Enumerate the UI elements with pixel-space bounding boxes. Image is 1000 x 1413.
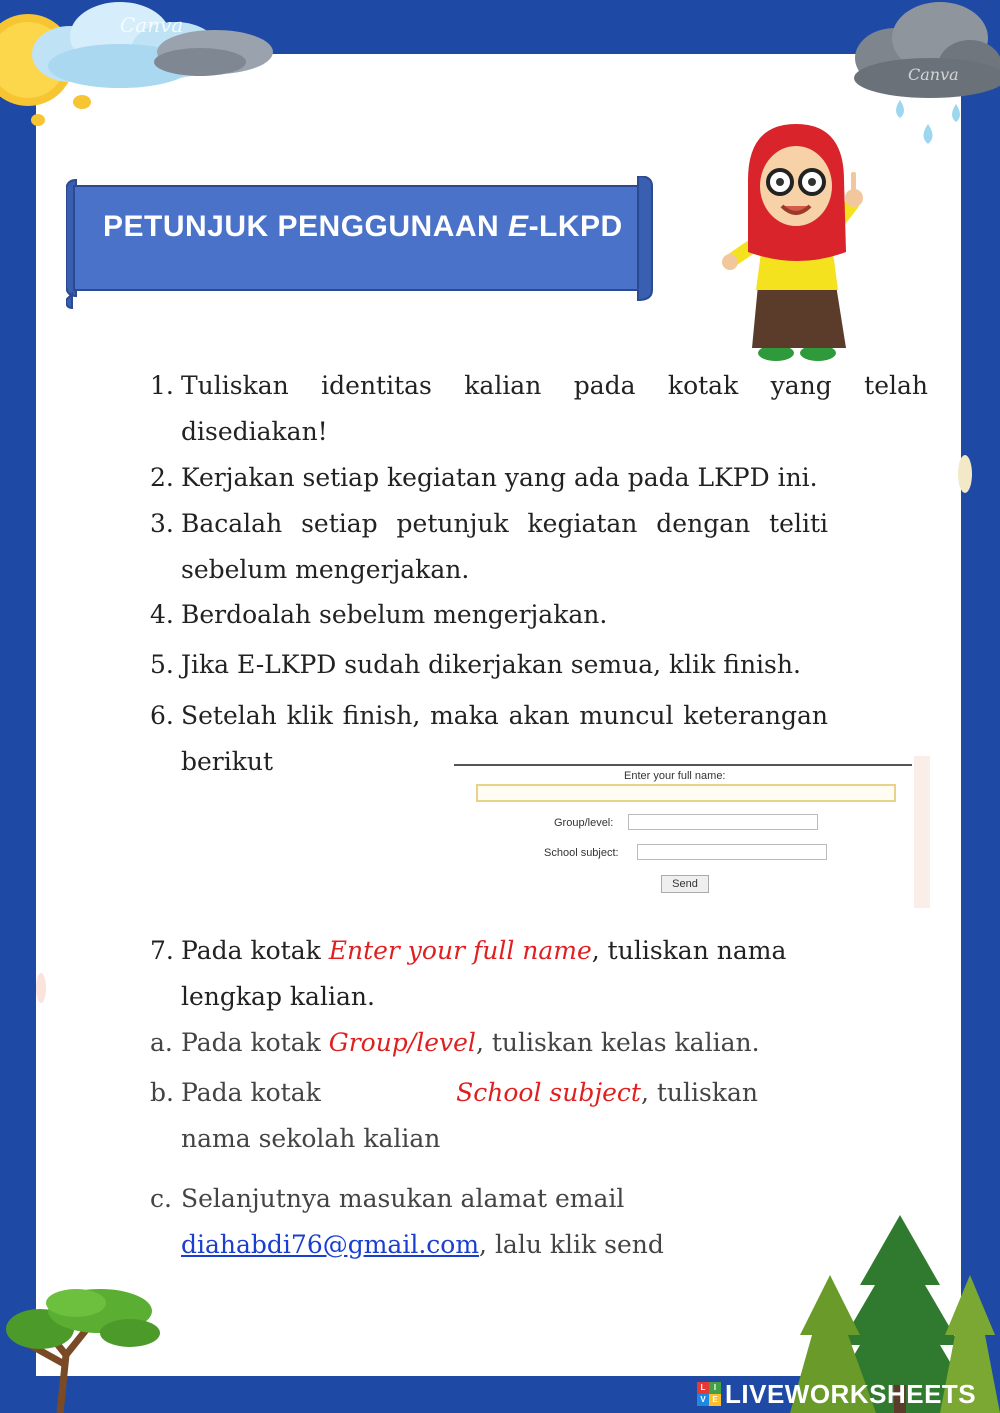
instruction-number: a. (150, 1028, 173, 1057)
title-part2: -LKPD (528, 210, 623, 243)
instruction-text: Tuliskan identitas kalian pada kotak yang telah (181, 371, 928, 400)
instruction-text: sebelum mengerjakan. (181, 555, 470, 584)
brand-name: LIVEWORKSHEETS (725, 1378, 977, 1409)
edge-decoration (34, 970, 48, 1006)
instruction-text: Pada kotak (181, 936, 329, 965)
title-italic: E (508, 210, 529, 243)
logo-letter: I (709, 1382, 721, 1394)
instruction-text: Pada kotak (181, 1028, 329, 1057)
instruction-text: Bacalah setiap petunjuk kegiatan dengan teliti (181, 509, 828, 538)
name-field-preview (476, 784, 896, 802)
highlight-text: Enter your full name (328, 936, 592, 965)
instruction-number: 4. (150, 600, 174, 629)
logo-letter: V (697, 1394, 709, 1406)
instruction-number: c. (150, 1184, 172, 1213)
edge-decoration (955, 452, 975, 496)
instruction-number: 5. (150, 650, 174, 679)
instruction-item (150, 1176, 828, 1268)
instruction-text: berikut (181, 747, 274, 776)
instruction-number: 2. (150, 463, 174, 492)
instruction-number: 1. (150, 371, 174, 400)
instruction-text: , tuliskan (640, 1078, 758, 1107)
form-preview-screenshot (452, 756, 930, 908)
raindrop-icon (952, 104, 960, 122)
instruction-text: disediakan! (181, 417, 328, 446)
instruction-text: lengkap kalian. (181, 982, 375, 1011)
instruction-item (150, 642, 828, 688)
instruction-text: Selanjutnya masukan alamat email (181, 1184, 625, 1213)
instruction-item (150, 592, 828, 638)
instruction-item (150, 1020, 828, 1066)
highlight-text: School subject (456, 1078, 641, 1107)
instruction-text: , lalu klik send (479, 1230, 664, 1259)
raindrop-icon (924, 124, 933, 144)
instruction-item (150, 455, 928, 501)
instruction-number: b. (150, 1078, 174, 1107)
page-title (103, 210, 643, 244)
email-link[interactable]: diahabdi76@gmail.com (181, 1230, 480, 1259)
instruction-text: nama sekolah kalian (181, 1124, 441, 1153)
subject-field-label: School subject: (544, 847, 619, 859)
canva-watermark-right: Canva (908, 65, 959, 84)
sun-cloud-decoration (0, 0, 280, 135)
send-button-preview: Send (661, 875, 709, 893)
logo-icon (697, 1382, 721, 1406)
instruction-text: , tuliskan nama (591, 936, 787, 965)
highlight-text: Group/level (328, 1028, 476, 1057)
title-part1: PETUNJUK PENGGUNAAN (103, 210, 509, 243)
instruction-item (150, 928, 828, 1020)
liveworksheets-logo (697, 1378, 976, 1410)
raindrop-icon (896, 100, 904, 118)
logo-letter: E (709, 1394, 721, 1406)
instruction-number: 6. (150, 701, 174, 730)
instruction-text: Berdoalah sebelum mengerjakan. (181, 600, 608, 629)
tree-illustration (0, 1285, 165, 1413)
canva-watermark-left: Canva (120, 13, 184, 37)
instruction-text: Jika E-LKPD sudah dikerjakan semua, klik finish. (181, 650, 801, 679)
subject-field-preview (637, 844, 827, 860)
divider (914, 756, 930, 908)
logo-letter: L (697, 1382, 709, 1394)
instruction-text: Setelah klik finish, maka akan muncul keterangan (181, 701, 828, 730)
instruction-item (150, 1070, 758, 1162)
instruction-text: Kerjakan setiap kegiatan yang ada pada LKPD ini. (181, 463, 818, 492)
instruction-number: 3. (150, 509, 174, 538)
instruction-text: Pada kotak (181, 1078, 321, 1107)
instruction-number: 7. (150, 936, 174, 965)
girl-character-illustration (718, 120, 868, 364)
name-field-label: Enter your full name: (624, 770, 726, 782)
instruction-item (150, 501, 828, 593)
group-field-label: Group/level: (554, 817, 614, 829)
instruction-text: , tuliskan kelas kalian. (475, 1028, 760, 1057)
group-field-preview (628, 814, 818, 830)
instruction-item (150, 363, 928, 455)
divider (454, 764, 912, 766)
